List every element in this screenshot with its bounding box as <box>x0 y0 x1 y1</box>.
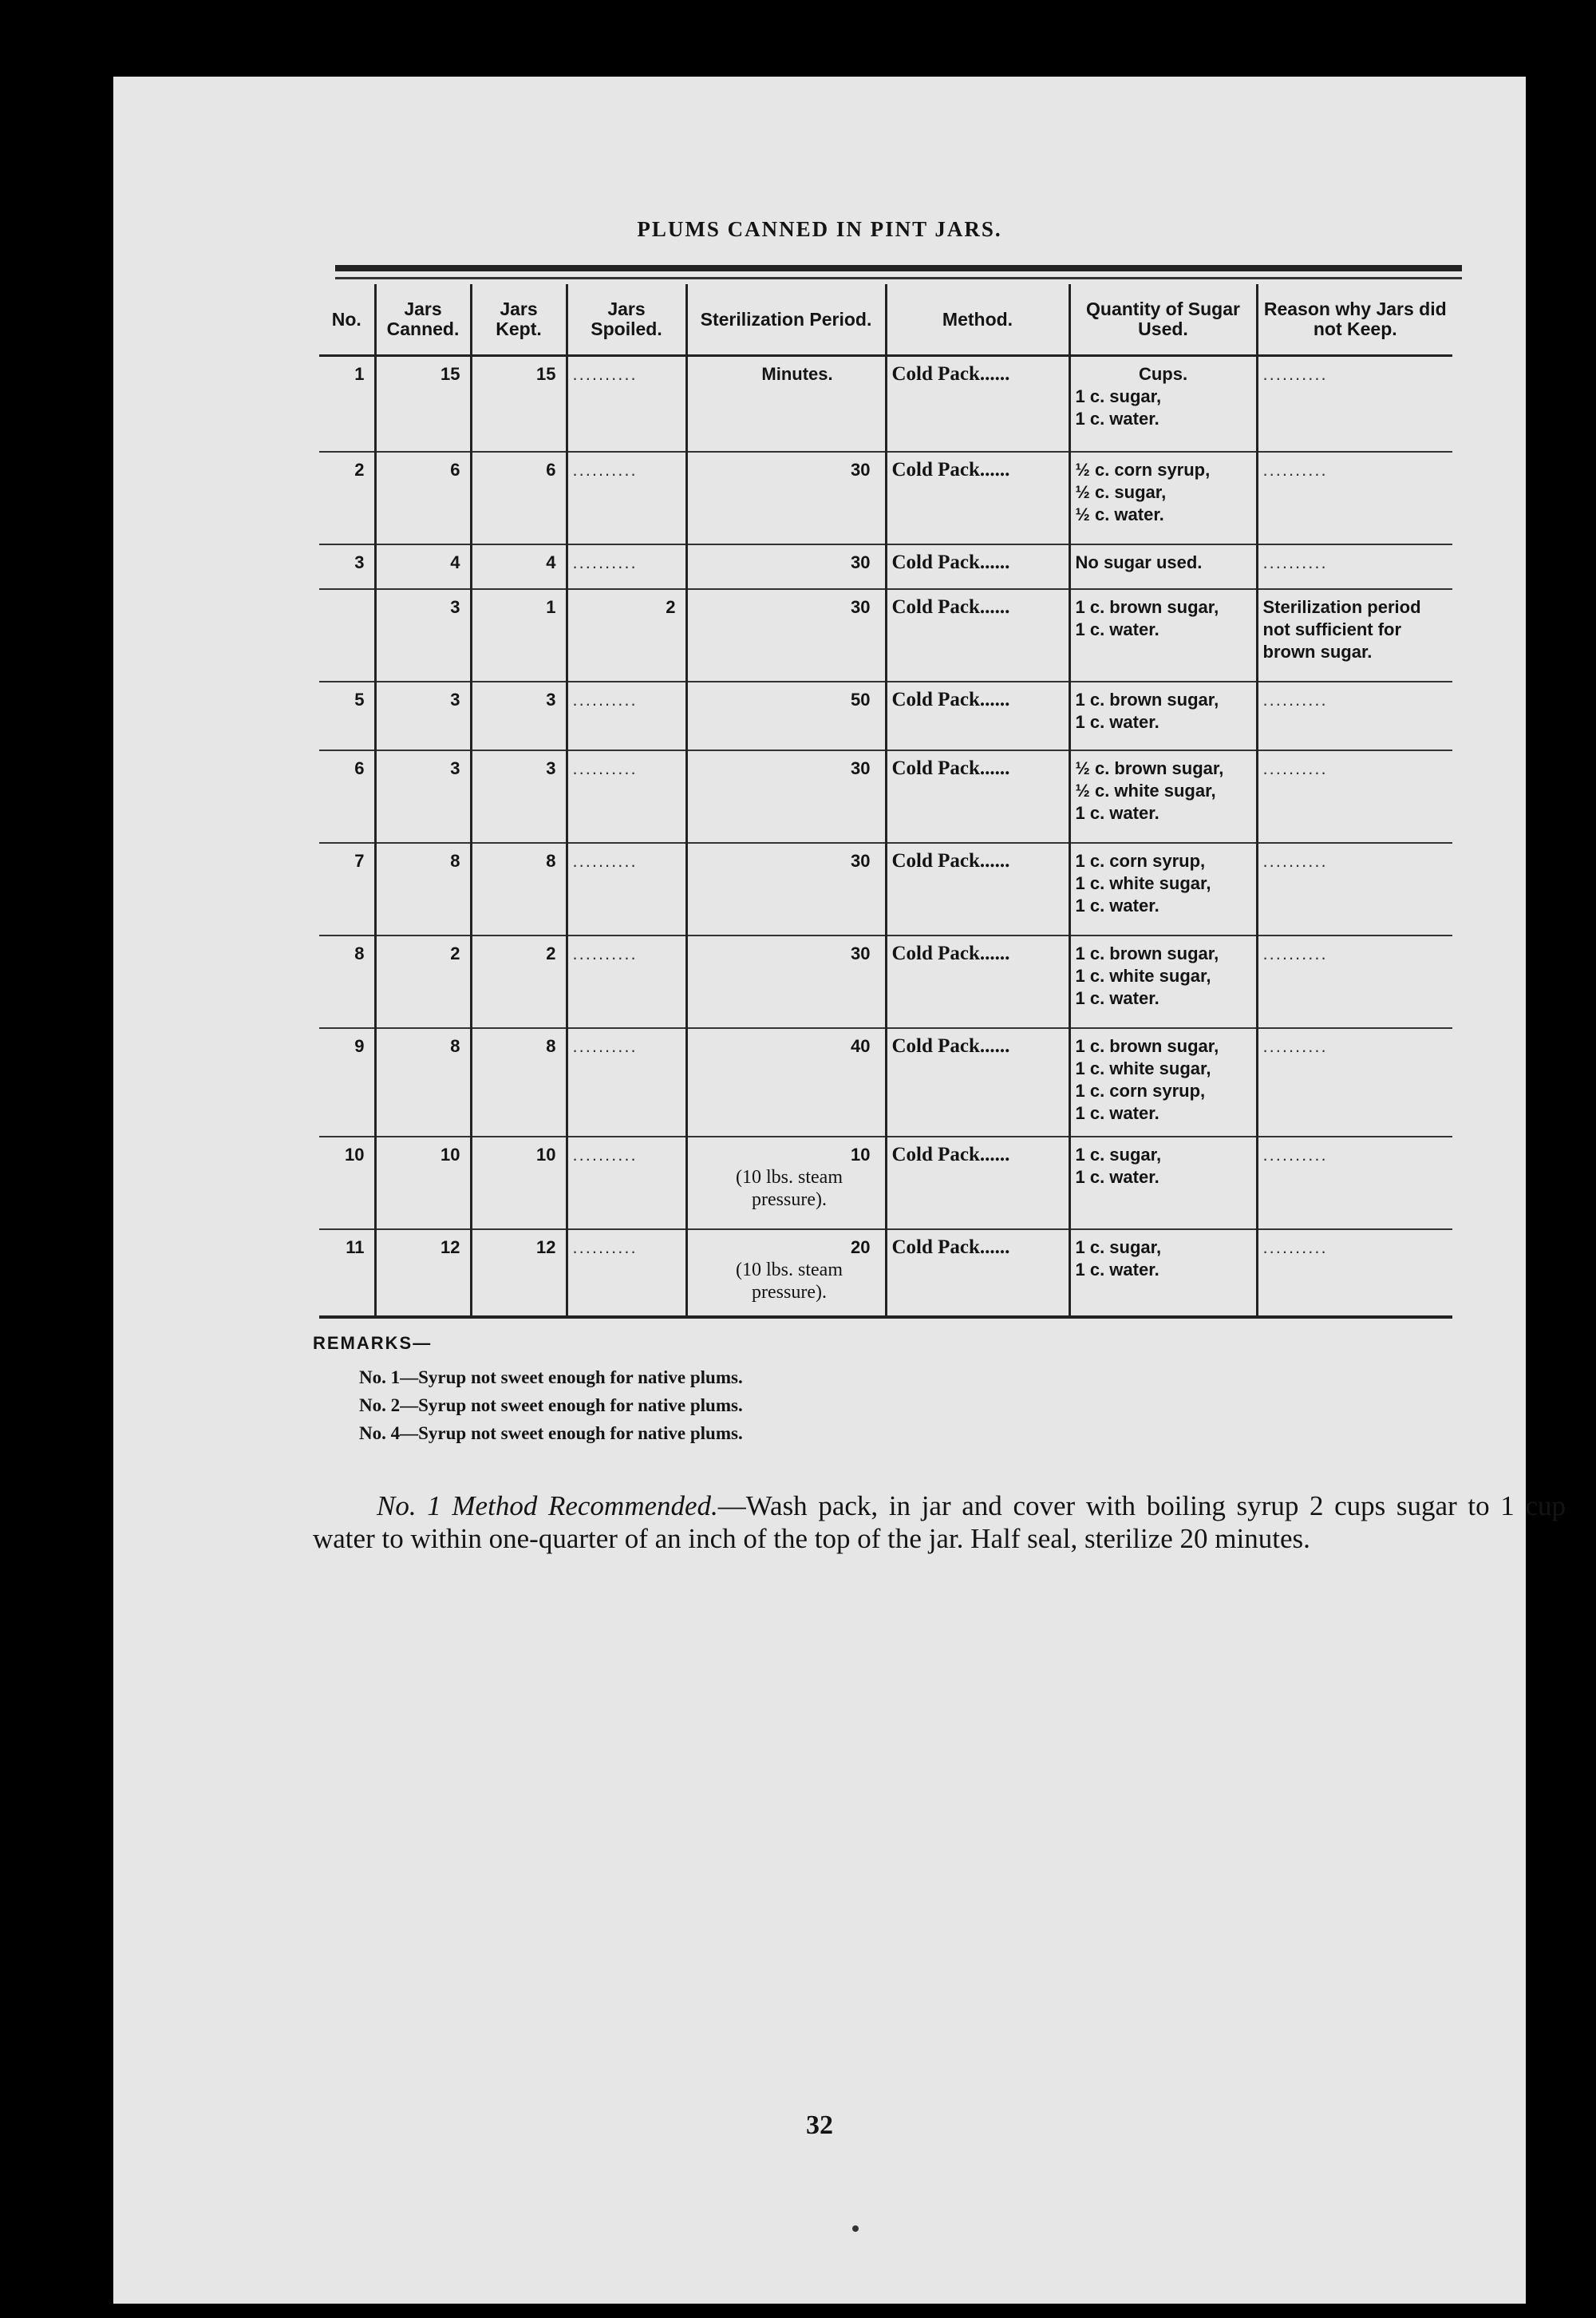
cell-reason <box>1257 356 1452 452</box>
header-row <box>319 284 1452 356</box>
method-value: Cold Pack...... <box>891 1236 1010 1258</box>
title-rule <box>335 265 1462 271</box>
jars-kept-value: 15 <box>536 364 556 384</box>
recommendation-lead: No. 1 Method Recommended. <box>377 1490 718 1521</box>
leader-dots: .......... <box>1262 943 1328 963</box>
title-rule-thin <box>335 277 1462 279</box>
cell-method <box>886 452 1069 544</box>
header-method: Method. <box>886 284 1069 356</box>
cell-method <box>886 1229 1069 1317</box>
row-number: 10 <box>345 1144 365 1165</box>
period-note: (10 lbs. steam pressure). <box>736 1259 843 1303</box>
cell-jars-spoiled <box>567 750 686 843</box>
sugar-line: 1 c. corn syrup, <box>1075 850 1206 871</box>
method-value: Cold Pack...... <box>891 551 1010 573</box>
sugar-line: 1 c. water. <box>1075 987 1159 1008</box>
cell-reason <box>1257 589 1452 682</box>
table-row <box>319 589 1452 682</box>
header-sugar-quantity: Quantity of Sugar Used. <box>1069 284 1257 356</box>
cell-sterilization-period <box>686 1137 886 1229</box>
method-value: Cold Pack...... <box>891 1143 1010 1165</box>
row-number: 1 <box>354 364 365 384</box>
header-reason: Reason why Jars did not Keep. <box>1257 284 1452 356</box>
sugar-line: 1 c. brown sugar, <box>1075 943 1219 963</box>
cell-no <box>319 682 375 750</box>
jars-canned-value: 6 <box>450 459 460 480</box>
table-row <box>319 1229 1452 1317</box>
sugar-line: 1 c. sugar, <box>1075 1144 1162 1165</box>
table-row <box>319 544 1452 589</box>
method-value: Cold Pack...... <box>891 363 1010 385</box>
period-value: 20 <box>851 1236 871 1257</box>
leader-dots: .......... <box>572 943 638 963</box>
cell-reason <box>1257 1229 1452 1317</box>
sugar-line: ½ c. sugar, <box>1075 481 1167 502</box>
sugar-line: ½ c. water. <box>1075 504 1164 524</box>
method-value: Cold Pack...... <box>891 688 1010 710</box>
cell-jars-canned <box>375 1028 471 1137</box>
table-row <box>319 1028 1452 1137</box>
cell-no <box>319 452 375 544</box>
jars-kept-value: 6 <box>546 459 556 480</box>
cell-sterilization-period <box>686 843 886 936</box>
cell-jars-canned <box>375 682 471 750</box>
leader-dots: .......... <box>572 758 638 778</box>
leader-dots: .......... <box>572 689 638 710</box>
leader-dots: .......... <box>1262 364 1328 384</box>
jars-canned-value: 3 <box>450 689 460 710</box>
cell-jars-kept <box>471 356 567 452</box>
cell-sugar-quantity <box>1069 589 1257 682</box>
leader-dots: .......... <box>1262 1035 1328 1056</box>
sugar-line: 1 c. water. <box>1075 1166 1159 1187</box>
sugar-line: 1 c. water. <box>1075 1259 1159 1280</box>
leader-dots: .......... <box>572 364 638 384</box>
cell-jars-kept <box>471 452 567 544</box>
cell-no <box>319 356 375 452</box>
leader-dots: .......... <box>1262 1144 1328 1165</box>
sugar-line: 1 c. sugar, <box>1075 1236 1162 1257</box>
sugar-line: 1 c. white sugar, <box>1075 1058 1211 1078</box>
cell-sugar-quantity <box>1069 1229 1257 1317</box>
period-value: 30 <box>851 758 871 778</box>
cell-jars-canned <box>375 589 471 682</box>
leader-dots: .......... <box>572 1144 638 1165</box>
sugar-line: 1 c. brown sugar, <box>1075 596 1219 617</box>
header-no: No. <box>319 284 375 356</box>
jars-kept-value: 3 <box>546 758 556 778</box>
period-value: 30 <box>851 596 871 617</box>
cell-sterilization-period <box>686 544 886 589</box>
cell-jars-kept <box>471 589 567 682</box>
cell-jars-kept <box>471 1028 567 1137</box>
cell-reason <box>1257 452 1452 544</box>
cell-sugar-quantity <box>1069 750 1257 843</box>
sugar-line: 1 c. water. <box>1075 1102 1159 1123</box>
sugar-line: 1 c. brown sugar, <box>1075 1035 1219 1056</box>
cell-sugar-quantity <box>1069 843 1257 936</box>
method-value: Cold Pack...... <box>891 942 1010 964</box>
jars-canned-value: 15 <box>440 364 460 384</box>
cell-jars-canned <box>375 544 471 589</box>
cell-jars-canned <box>375 1137 471 1229</box>
cell-method <box>886 1137 1069 1229</box>
cell-method <box>886 843 1069 936</box>
sugar-line: No sugar used. <box>1075 552 1203 572</box>
cell-no <box>319 544 375 589</box>
cell-no <box>319 1229 375 1317</box>
page-number: 32 <box>806 2110 833 2140</box>
cell-reason <box>1257 682 1452 750</box>
method-value: Cold Pack...... <box>891 757 1010 779</box>
method-value: Cold Pack...... <box>891 595 1010 618</box>
table-body <box>319 356 1452 1317</box>
recommendation-text: —Wash pack, in jar and cover with boiling syrup 2 cups sugar to 1 cup water to within one-quarter of an inch of the top of the jar. Half seal, sterilize 20 minutes. <box>313 1490 1566 1554</box>
jars-kept-value: 10 <box>536 1144 556 1165</box>
cell-sterilization-period <box>686 936 886 1028</box>
sugar-line: 1 c. corn syrup, <box>1075 1080 1206 1101</box>
cell-reason <box>1257 750 1452 843</box>
header-sterilization-period: Sterilization Period. <box>686 284 886 356</box>
cell-jars-kept <box>471 936 567 1028</box>
sugar-unit-label: Cups. <box>1138 364 1188 384</box>
cell-sterilization-period <box>686 1229 886 1317</box>
table-row <box>319 1137 1452 1229</box>
sugar-line: ½ c. brown sugar, <box>1075 758 1224 778</box>
cell-method <box>886 356 1069 452</box>
cell-method <box>886 589 1069 682</box>
cell-method <box>886 750 1069 843</box>
jars-kept-value: 4 <box>546 552 556 572</box>
jars-canned-value: 8 <box>450 1035 460 1056</box>
cell-reason <box>1257 936 1452 1028</box>
cell-method <box>886 544 1069 589</box>
jars-kept-value: 3 <box>546 689 556 710</box>
cell-method <box>886 936 1069 1028</box>
leader-dots: .......... <box>1262 552 1328 572</box>
cell-jars-spoiled <box>567 936 686 1028</box>
table-row <box>319 356 1452 452</box>
method-value: Cold Pack...... <box>891 849 1010 872</box>
cell-no <box>319 1137 375 1229</box>
cell-jars-kept <box>471 1229 567 1317</box>
method-value: Cold Pack...... <box>891 458 1010 481</box>
cell-jars-canned <box>375 843 471 936</box>
cell-jars-spoiled <box>567 452 686 544</box>
data-table-container <box>319 284 1452 1319</box>
remark-item: No. 2—Syrup not sweet enough for native plums. <box>359 1395 743 1415</box>
table-row <box>319 750 1452 843</box>
cell-no <box>319 1028 375 1137</box>
period-note: (10 lbs. steam pressure). <box>736 1166 843 1210</box>
remarks-heading: REMARKS— <box>313 1333 433 1353</box>
leader-dots: .......... <box>572 1236 638 1257</box>
period-value: 30 <box>851 552 871 572</box>
plums-table <box>319 284 1452 1319</box>
period-value: 30 <box>851 459 871 480</box>
cell-jars-canned <box>375 452 471 544</box>
cell-sterilization-period <box>686 750 886 843</box>
table-title: PLUMS CANNED IN PINT JARS. <box>637 217 1002 241</box>
jars-kept-value: 2 <box>546 943 556 963</box>
period-value: 10 <box>851 1144 871 1165</box>
cell-sugar-quantity <box>1069 356 1257 452</box>
period-value: 50 <box>851 689 871 710</box>
reason-value: Sterilization period not sufficient for brown sugar. <box>1262 596 1421 662</box>
cell-reason <box>1257 843 1452 936</box>
period-unit-label: Minutes. <box>761 364 833 384</box>
leader-dots: .......... <box>572 459 638 480</box>
jars-canned-value: 8 <box>450 850 460 871</box>
jars-kept-value: 12 <box>536 1236 556 1257</box>
leader-dots: .......... <box>1262 758 1328 778</box>
jars-canned-value: 3 <box>450 758 460 778</box>
table-row <box>319 936 1452 1028</box>
cell-no <box>319 750 375 843</box>
cell-jars-kept <box>471 544 567 589</box>
leader-dots: .......... <box>1262 850 1328 871</box>
sugar-line: 1 c. brown sugar, <box>1075 689 1219 710</box>
cell-jars-spoiled <box>567 1229 686 1317</box>
cell-sterilization-period <box>686 1028 886 1137</box>
sugar-line: 1 c. water. <box>1075 619 1159 639</box>
leader-dots: .......... <box>572 1035 638 1056</box>
cell-sugar-quantity <box>1069 1137 1257 1229</box>
leader-dots: .......... <box>1262 459 1328 480</box>
row-number: 2 <box>354 459 365 480</box>
table-row <box>319 452 1452 544</box>
sugar-line: 1 c. water. <box>1075 895 1159 916</box>
row-number: 7 <box>354 850 365 871</box>
cell-jars-spoiled <box>567 843 686 936</box>
cell-jars-kept <box>471 682 567 750</box>
cell-method <box>886 682 1069 750</box>
row-number: 3 <box>354 552 365 572</box>
jars-canned-value: 12 <box>440 1236 460 1257</box>
row-number: 5 <box>354 689 365 710</box>
cell-jars-spoiled <box>567 1137 686 1229</box>
period-value: 40 <box>851 1035 871 1056</box>
sugar-line: ½ c. corn syrup, <box>1075 459 1211 480</box>
method-value: Cold Pack...... <box>891 1034 1010 1057</box>
table-row <box>319 843 1452 936</box>
cell-reason <box>1257 544 1452 589</box>
cell-jars-spoiled <box>567 682 686 750</box>
jars-spoiled-value: 2 <box>666 596 676 617</box>
cell-jars-canned <box>375 1229 471 1317</box>
cell-jars-spoiled <box>567 589 686 682</box>
cell-sugar-quantity <box>1069 544 1257 589</box>
sugar-line: 1 c. sugar, <box>1075 386 1162 406</box>
leader-dots: .......... <box>1262 689 1328 710</box>
sugar-line: ½ c. white sugar, <box>1075 780 1216 801</box>
cell-jars-spoiled <box>567 356 686 452</box>
row-number: 6 <box>354 758 365 778</box>
row-number: 11 <box>346 1236 365 1257</box>
cell-sterilization-period <box>686 356 886 452</box>
cell-jars-kept <box>471 1137 567 1229</box>
cell-sterilization-period <box>686 452 886 544</box>
sugar-line: 1 c. water. <box>1075 409 1159 429</box>
jars-canned-value: 3 <box>450 596 460 617</box>
cell-jars-kept <box>471 843 567 936</box>
sugar-line: 1 c. water. <box>1075 711 1159 732</box>
cell-jars-canned <box>375 936 471 1028</box>
cell-jars-canned <box>375 750 471 843</box>
header-jars-kept: Jars Kept. <box>471 284 567 356</box>
period-value: 30 <box>851 850 871 871</box>
scan-speck <box>852 2225 859 2232</box>
cell-jars-canned <box>375 356 471 452</box>
remark-item: No. 1—Syrup not sweet enough for native plums. <box>359 1367 743 1387</box>
document-page <box>113 77 1566 2304</box>
jars-canned-value: 2 <box>450 943 460 963</box>
cell-jars-kept <box>471 750 567 843</box>
cell-sugar-quantity <box>1069 682 1257 750</box>
remarks-list <box>359 1363 743 1447</box>
cell-no <box>319 843 375 936</box>
jars-kept-value: 8 <box>546 850 556 871</box>
cell-sterilization-period <box>686 589 886 682</box>
table-row <box>319 682 1452 750</box>
jars-kept-value: 1 <box>546 596 556 617</box>
cell-no <box>319 589 375 682</box>
cell-jars-spoiled <box>567 1028 686 1137</box>
cell-no <box>319 936 375 1028</box>
period-value: 30 <box>851 943 871 963</box>
sugar-line: 1 c. white sugar, <box>1075 872 1211 893</box>
row-number: 8 <box>354 943 365 963</box>
leader-dots: .......... <box>572 552 638 572</box>
cell-method <box>886 1028 1069 1137</box>
cell-sterilization-period <box>686 682 886 750</box>
header-jars-canned: Jars Canned. <box>375 284 471 356</box>
leader-dots: .......... <box>572 850 638 871</box>
cell-sugar-quantity <box>1069 1028 1257 1137</box>
cell-reason <box>1257 1137 1452 1229</box>
leader-dots: .......... <box>1262 1236 1328 1257</box>
remark-item: No. 4—Syrup not sweet enough for native plums. <box>359 1423 743 1443</box>
sugar-line: 1 c. white sugar, <box>1075 965 1211 986</box>
cell-sugar-quantity <box>1069 936 1257 1028</box>
header-jars-spoiled: Jars Spoiled. <box>567 284 686 356</box>
recommendation-paragraph <box>313 1489 1566 1555</box>
sugar-line: 1 c. water. <box>1075 802 1159 823</box>
cell-reason <box>1257 1028 1452 1137</box>
cell-sugar-quantity <box>1069 452 1257 544</box>
cell-jars-spoiled <box>567 544 686 589</box>
jars-canned-value: 4 <box>450 552 460 572</box>
jars-kept-value: 8 <box>546 1035 556 1056</box>
jars-canned-value: 10 <box>440 1144 460 1165</box>
row-number: 9 <box>354 1035 365 1056</box>
